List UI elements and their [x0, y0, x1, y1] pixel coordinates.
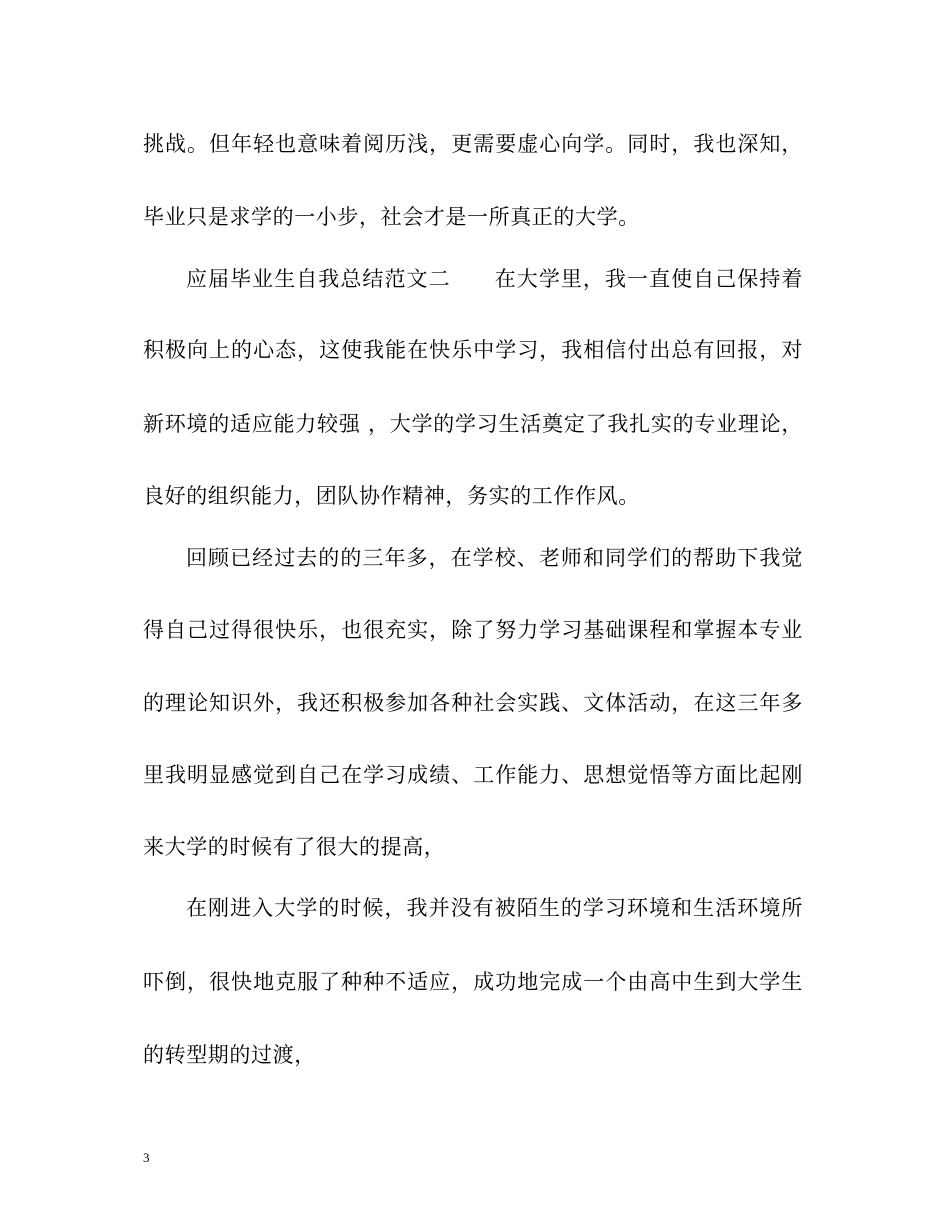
text-line: 回顾已经过去的的三年多，在学校、老师和同学们的帮助下我觉	[186, 546, 803, 570]
text-line: 吓倒，很快地克服了种种不适应，成功地完成一个由高中生到大学生	[143, 970, 803, 994]
text-line: 应届毕业生自我总结范文二 在大学里，我一直使自己保持着	[186, 267, 803, 291]
text-line: 里我明显感觉到自己在学习成绩、工作能力、思想觉悟等方面比起刚	[143, 763, 803, 787]
text-line: 在刚进入大学的时候，我并没有被陌生的学习环境和生活环境所	[186, 896, 803, 920]
text-line: 的理论知识外，我还积极参加各种社会实践、文体活动，在这三年多	[143, 691, 803, 715]
text-line: 毕业只是求学的一小步，社会才是一所真正的大学。	[143, 205, 640, 229]
text-line: 的转型期的过渡，	[143, 1043, 316, 1067]
text-line: 挑战。但年轻也意味着阅历浅，更需要虚心向学。同时，我也深知，	[143, 132, 803, 156]
text-line: 积极向上的心态，这使我能在快乐中学习，我相信付出总有回报，对	[143, 338, 803, 362]
text-line: 良好的组织能力，团队协作精神，务实的工作作风。	[143, 484, 640, 508]
text-line: 来大学的时候有了很大的提高，	[143, 835, 446, 859]
text-line: 得自己过得很快乐，也很充实，除了努力学习基础课程和掌握本专业	[143, 618, 803, 642]
page-number: 3	[143, 1150, 150, 1165]
text-line: 新环境的适应能力较强 ，大学的学习生活奠定了我扎实的专业理论，	[143, 412, 803, 436]
